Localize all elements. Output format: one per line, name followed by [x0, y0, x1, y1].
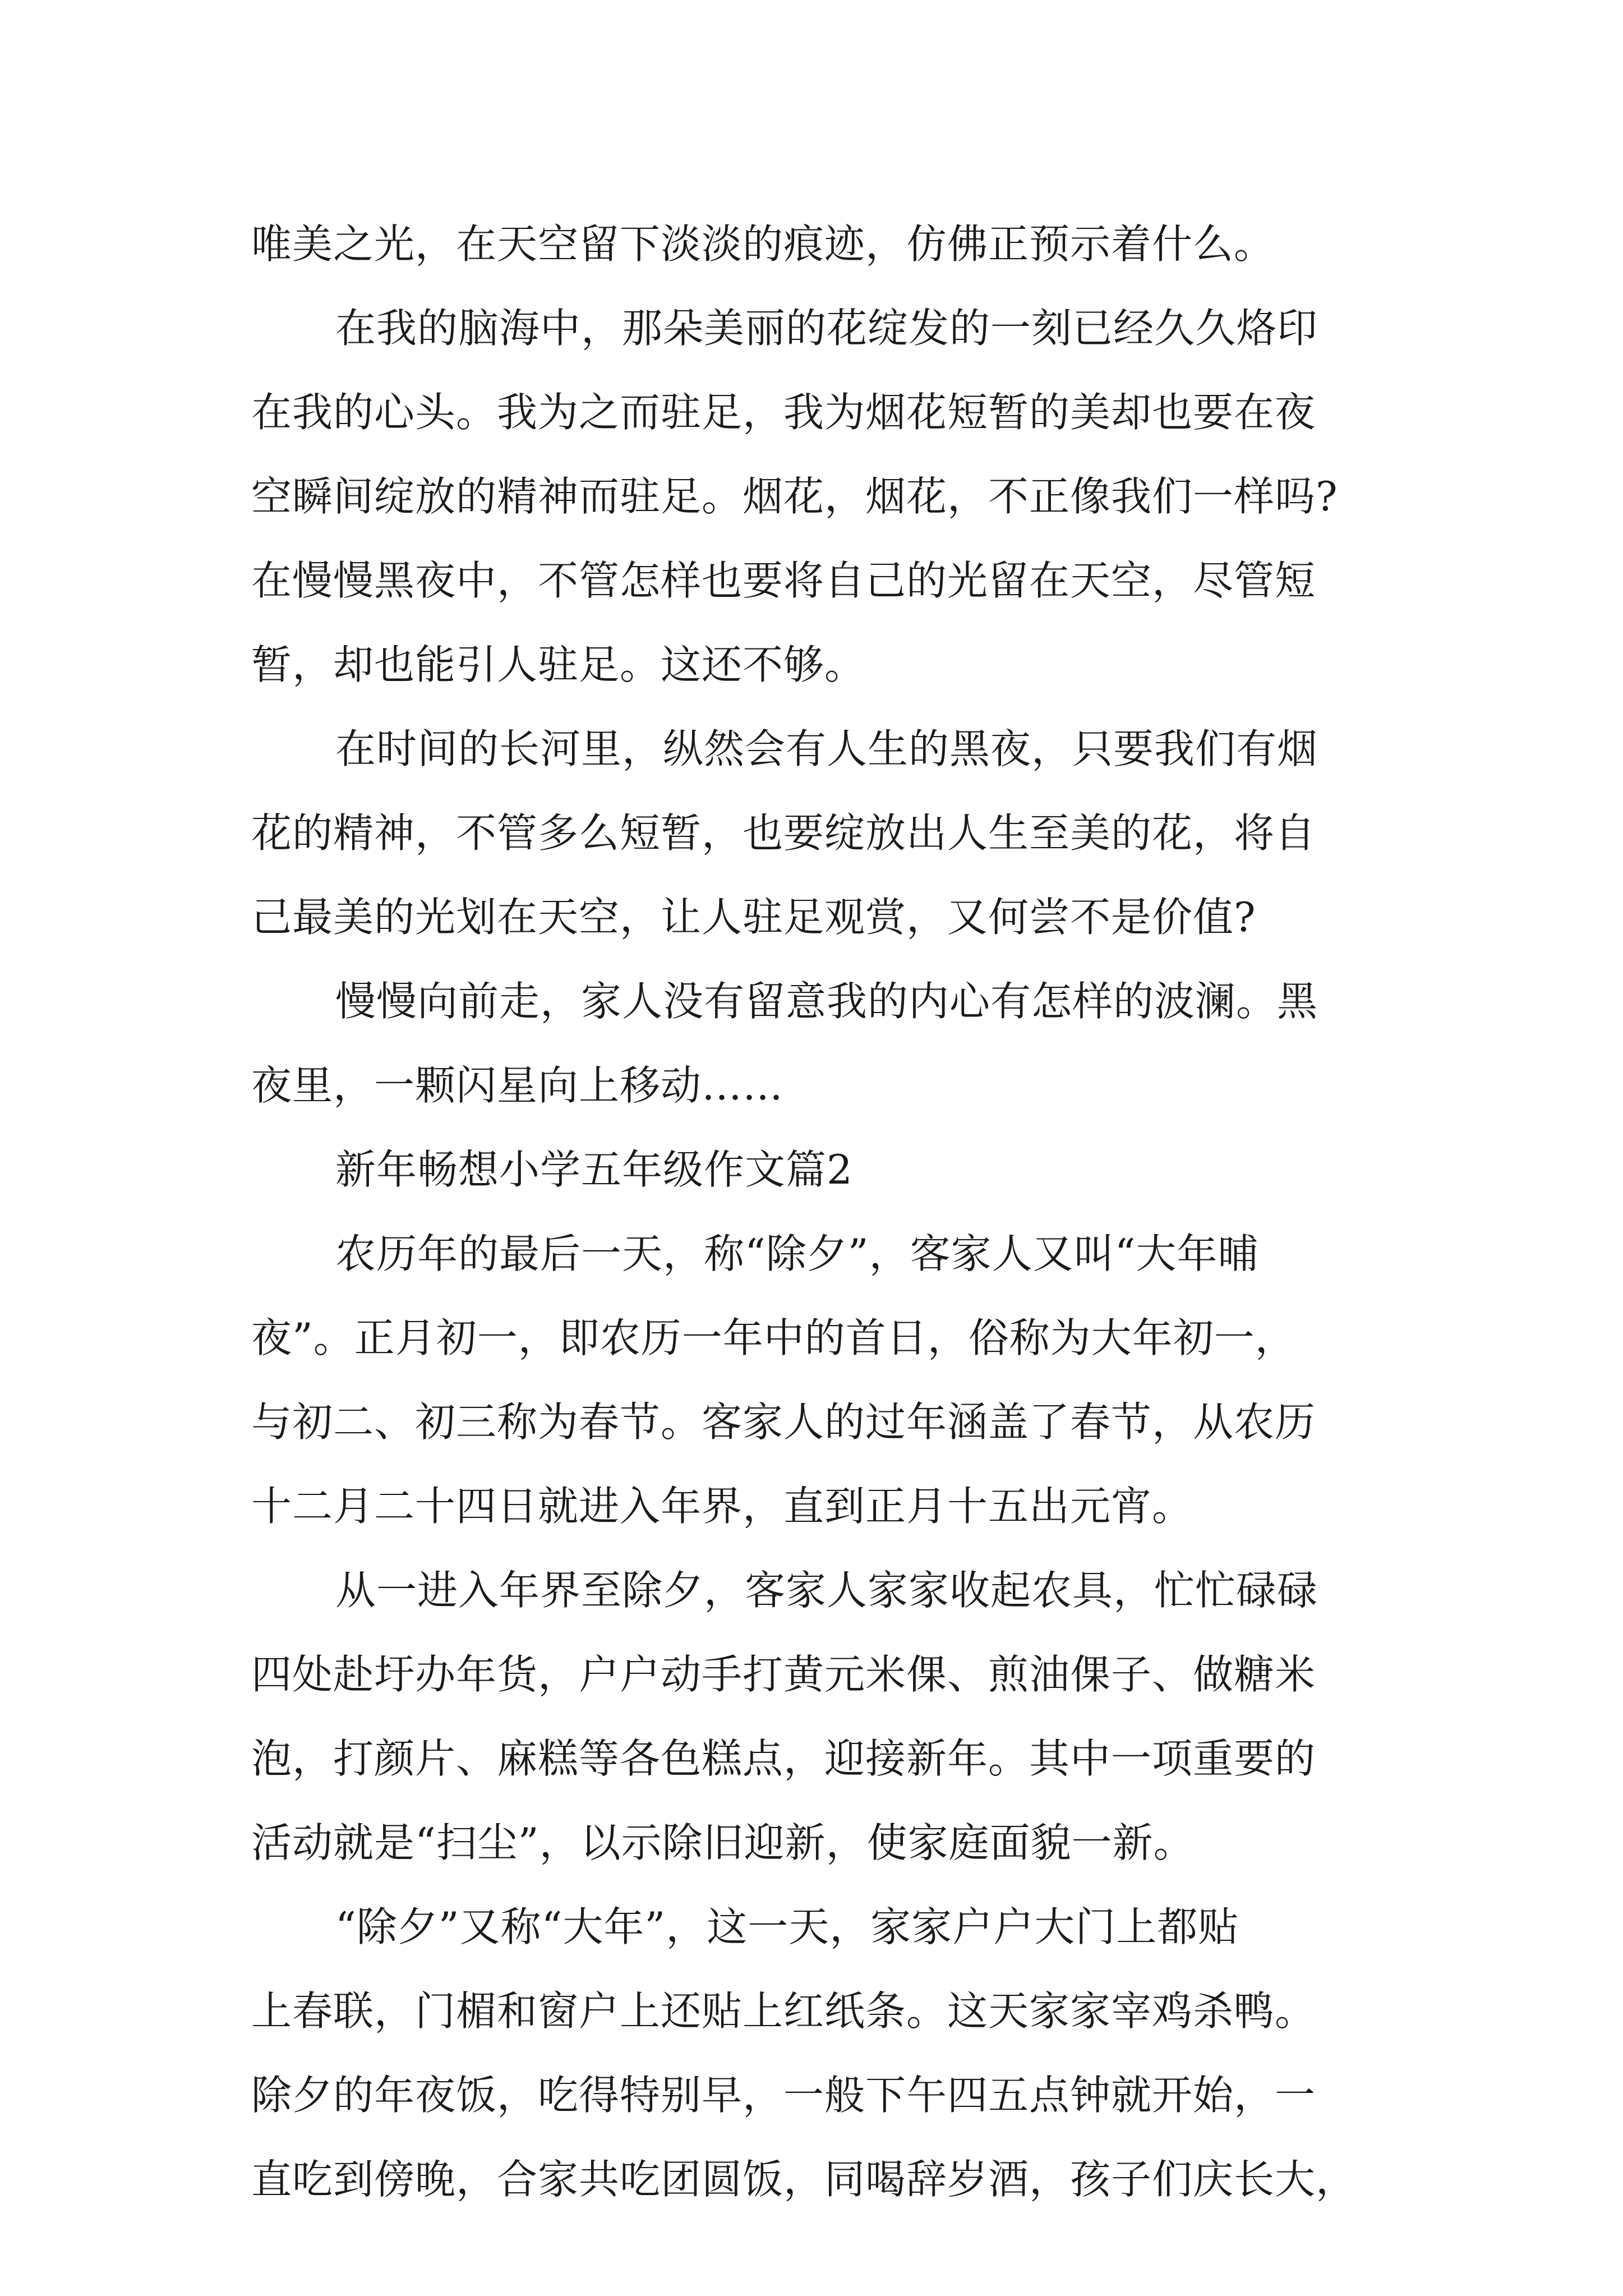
text-line: 夜里，一颗闪星向上移动……	[251, 1062, 784, 1109]
text-line: “除夕”又称“大年”，这一天，家家户户大门上都贴	[335, 1903, 1239, 1950]
text-line: 空瞬间绽放的精神而驻足。烟花，烟花，不正像我们一样吗?	[251, 473, 1338, 520]
text-line: 慢慢向前走，家人没有留意我的内心有怎样的波澜。黑	[335, 978, 1318, 1025]
essay-text	[251, 202, 1390, 2221]
text-line: 上春联，门楣和窗户上还贴上红纸条。这天家家宰鸡杀鸭。	[251, 1987, 1316, 2035]
text-line: 活动就是“扫尘”，以示除旧迎新，使家庭面貌一新。	[251, 1819, 1195, 1866]
text-line: 唯美之光，在天空留下淡淡的痕迹，仿佛正预示着什么。	[251, 220, 1275, 268]
section-heading: 新年畅想小学五年级作文篇2	[335, 1146, 853, 1193]
text-line: 除夕的年夜饭，吃得特别早，一般下午四五点钟就开始，一	[251, 2072, 1316, 2119]
text-line: 花的精神，不管多么短暂，也要绽放出人生至美的花，将自	[251, 809, 1316, 857]
text-line: 夜”。正月初一，即农历一年中的首日，俗称为大年初一，	[251, 1314, 1296, 1361]
text-line: 己最美的光划在天空，让人驻足观赏，又何尝不是价值?	[251, 894, 1256, 941]
text-line: 在慢慢黑夜中，不管怎样也要将自己的光留在天空，尽管短	[251, 557, 1316, 604]
text-line: 直吃到傍晚，合家共吃团圆饭，同喝辞岁酒，孩子们庆长大，	[251, 2156, 1357, 2203]
text-line: 在我的脑海中，那朵美丽的花绽发的一刻已经久久烙印	[335, 305, 1318, 352]
text-line: 暂，却也能引人驻足。这还不够。	[251, 641, 866, 688]
text-line: 在我的心头。我为之而驻足，我为烟花短暂的美却也要在夜	[251, 389, 1316, 436]
text-line: 从一进入年界至除夕，客家人家家收起农具，忙忙碌碌	[335, 1567, 1318, 1614]
text-line: 十二月二十四日就进入年界，直到正月十五出元宵。	[251, 1483, 1193, 1530]
text-line: 农历年的最后一天，称“除夕”，客家人又叫“大年晡	[335, 1230, 1259, 1277]
text-line: 在时间的长河里，纵然会有人生的黑夜，只要我们有烟	[335, 725, 1318, 772]
text-line: 四处赴圩办年货，户户动手打黄元米倮、煎油倮子、做糖米	[251, 1651, 1316, 1698]
text-line: 与初二、初三称为春节。客家人的过年涵盖了春节，从农历	[251, 1398, 1316, 1446]
text-line: 泡，打颜片、麻糕等各色糕点，迎接新年。其中一项重要的	[251, 1735, 1316, 1782]
